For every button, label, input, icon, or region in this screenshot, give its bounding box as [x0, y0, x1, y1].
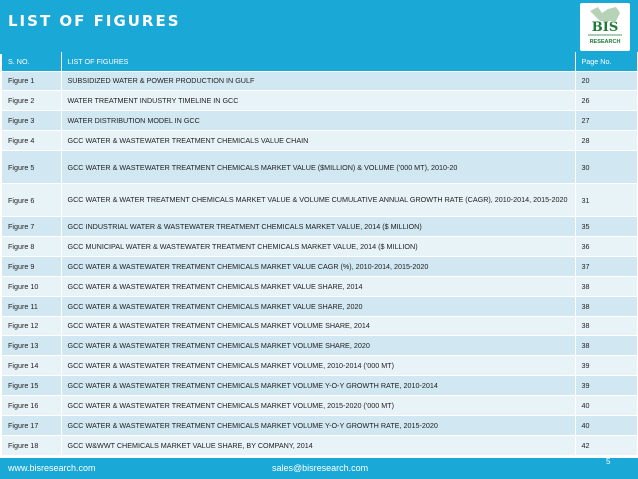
svg-text:RESEARCH: RESEARCH — [589, 39, 621, 45]
column-header-sno: S. NO. — [2, 52, 61, 71]
page-number-cell: 38 — [575, 296, 637, 316]
column-header-page: Page No. — [575, 52, 637, 71]
figure-number: Figure 13 — [2, 336, 61, 356]
table-row — [2, 336, 637, 356]
figure-title: GCC WATER & WASTEWATER TREATMENT CHEMICALS MARKET VOLUME SHARE, 2020 — [61, 336, 575, 356]
table-row — [2, 71, 637, 91]
table-row — [2, 396, 637, 416]
figure-title: GCC WATER & WASTEWATER TREATMENT CHEMICALS MARKET VALUE ($MILLION) & VOLUME ('000 MT), 2010-20 — [61, 151, 575, 184]
figure-title: GCC WATER & WASTEWATER TREATMENT CHEMICALS MARKET VALUE SHARE, 2014 — [61, 276, 575, 296]
page-number-cell: 31 — [575, 184, 637, 217]
table-row — [2, 435, 637, 455]
page-title: LIST OF FIGURES — [8, 12, 181, 30]
figure-number: Figure 7 — [2, 217, 61, 237]
page-number-cell: 40 — [575, 415, 637, 435]
figure-number: Figure 11 — [2, 296, 61, 316]
figure-number: Figure 8 — [2, 236, 61, 256]
table-row — [2, 296, 637, 316]
table-row — [2, 276, 637, 296]
figure-number: Figure 2 — [2, 91, 61, 111]
page-number-cell: 28 — [575, 131, 637, 151]
footer-website-link[interactable]: www.bisresearch.com — [8, 463, 96, 473]
svg-text:BIS: BIS — [591, 20, 619, 35]
table-row — [2, 217, 637, 237]
figure-title: GCC WATER & WASTEWATER TREATMENT CHEMICALS VALUE CHAIN — [61, 131, 575, 151]
table-row — [2, 131, 637, 151]
figure-title: GCC WATER & WASTEWATER TREATMENT CHEMICALS MARKET VALUE CAGR (%), 2010-2014, 2015-2020 — [61, 256, 575, 276]
page-number-cell: 35 — [575, 217, 637, 237]
column-header-list: LIST OF FIGURES — [61, 52, 575, 71]
figure-number: Figure 1 — [2, 71, 61, 91]
table-row — [2, 415, 637, 435]
page-number-cell: 39 — [575, 376, 637, 396]
figure-title: GCC WATER & WASTEWATER TREATMENT CHEMICALS MARKET VOLUME, 2015-2020 ('000 MT) — [61, 396, 575, 416]
figure-title: GCC WATER & WASTEWATER TREATMENT CHEMICALS MARKET VOLUME SHARE, 2014 — [61, 316, 575, 336]
figure-title: GCC WATER & WASTEWATER TREATMENT CHEMICALS MARKET VALUE SHARE, 2020 — [61, 296, 575, 316]
table-row — [2, 316, 637, 336]
page-number-cell: 38 — [575, 316, 637, 336]
table-row — [2, 184, 637, 217]
figure-number: Figure 18 — [2, 435, 61, 455]
page-number-cell: 42 — [575, 435, 637, 455]
figure-number: Figure 10 — [2, 276, 61, 296]
figure-number: Figure 16 — [2, 396, 61, 416]
figure-number: Figure 17 — [2, 415, 61, 435]
table-row — [2, 356, 637, 376]
figure-number: Figure 5 — [2, 151, 61, 184]
figure-number: Figure 14 — [2, 356, 61, 376]
table-header-row — [2, 52, 637, 71]
table-row — [2, 91, 637, 111]
figure-title: GCC WATER & WATER TREATMENT CHEMICALS MARKET VALUE & VOLUME CUMULATIVE ANNUAL GROWTH RATE (CAGR), 2010-2014, 2015-2020 — [61, 184, 575, 217]
table-row — [2, 236, 637, 256]
figure-title: GCC WATER & WASTEWATER TREATMENT CHEMICALS MARKET VOLUME, 2010-2014 ('000 MT) — [61, 356, 575, 376]
slide-page-number: 5 — [606, 457, 611, 466]
table-row — [2, 151, 637, 184]
table-row — [2, 376, 637, 396]
figure-number: Figure 3 — [2, 111, 61, 131]
page-number-cell: 20 — [575, 71, 637, 91]
table-row — [2, 256, 637, 276]
figure-title: GCC WATER & WASTEWATER TREATMENT CHEMICALS MARKET VOLUME Y-O-Y GROWTH RATE, 2010-2014 — [61, 376, 575, 396]
figure-title: GCC INDUSTRIAL WATER & WASTEWATER TREATMENT CHEMICALS MARKET VALUE, 2014 ($ MILLION) — [61, 217, 575, 237]
table-row — [2, 111, 637, 131]
figure-title: GCC W&WWT CHEMICALS MARKET VALUE SHARE, BY COMPANY, 2014 — [61, 435, 575, 455]
figure-number: Figure 15 — [2, 376, 61, 396]
list-of-figures-table — [2, 52, 638, 456]
figure-title: WATER DISTRIBUTION MODEL IN GCC — [61, 111, 575, 131]
figure-title: GCC MUNICIPAL WATER & WASTEWATER TREATMENT CHEMICALS MARKET VALUE, 2014 ($ MILLION) — [61, 236, 575, 256]
page-number-cell: 38 — [575, 336, 637, 356]
page-number-cell: 30 — [575, 151, 637, 184]
bis-research-logo — [580, 3, 630, 51]
figure-title: GCC WATER & WASTEWATER TREATMENT CHEMICALS MARKET VOLUME Y-O-Y GROWTH RATE, 2015-2020 — [61, 415, 575, 435]
page-number-cell: 38 — [575, 276, 637, 296]
figure-number: Figure 12 — [2, 316, 61, 336]
figure-title: WATER TREATMENT INDUSTRY TIMELINE IN GCC — [61, 91, 575, 111]
page-number-cell: 36 — [575, 236, 637, 256]
page-number-cell: 27 — [575, 111, 637, 131]
footer-email-link[interactable]: sales@bisresearch.com — [272, 463, 369, 473]
figure-title: SUBSIDIZED WATER & POWER PRODUCTION IN GULF — [61, 71, 575, 91]
page-number-cell: 40 — [575, 396, 637, 416]
page-number-cell: 26 — [575, 91, 637, 111]
page-number-cell: 39 — [575, 356, 637, 376]
figure-number: Figure 9 — [2, 256, 61, 276]
page-number-cell: 37 — [575, 256, 637, 276]
figure-number: Figure 4 — [2, 131, 61, 151]
figure-number: Figure 6 — [2, 184, 61, 217]
